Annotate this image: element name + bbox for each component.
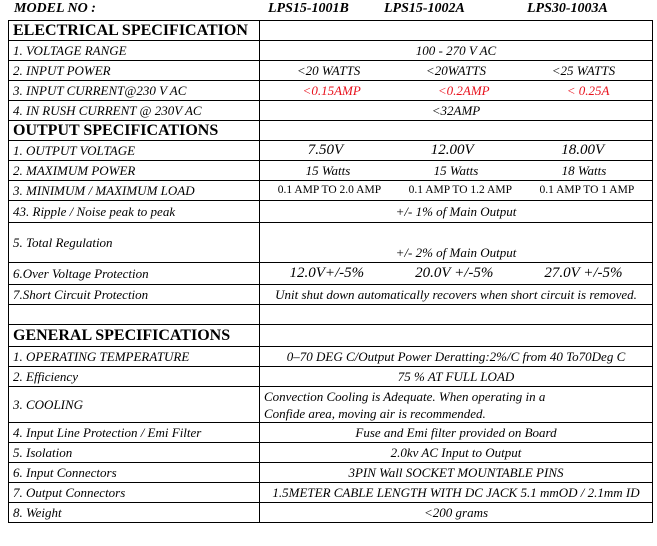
section-title: GENERAL SPECIFICATIONS bbox=[9, 325, 260, 347]
row-label: 4. Input Line Protection / Emi Filter bbox=[9, 423, 260, 443]
row-label: 43. Ripple / Noise peak to peak bbox=[9, 201, 260, 223]
model-header bbox=[0, 0, 657, 20]
value-cell: 18.00V bbox=[561, 142, 605, 158]
table-row bbox=[9, 483, 653, 503]
row-value: +/- 1% of Main Output bbox=[260, 201, 653, 223]
row-label: 7. Output Connectors bbox=[9, 483, 260, 503]
table-row bbox=[9, 201, 653, 223]
row-value: 0–70 DEG C/Output Power Deratting:2%/C from 40 To70Deg C bbox=[260, 347, 653, 367]
row-value: <200 grams bbox=[260, 503, 653, 523]
spacer-row bbox=[9, 305, 653, 325]
table-row bbox=[9, 263, 653, 285]
table-row bbox=[9, 387, 653, 423]
row-label: 3. COOLING bbox=[9, 387, 260, 423]
row-value: +/- 2% of Main Output bbox=[260, 223, 653, 263]
row-label: 1. VOLTAGE RANGE bbox=[9, 41, 260, 61]
value-cell: <0.15AMP bbox=[302, 83, 361, 98]
table-row bbox=[9, 181, 653, 201]
model-name: LPS30-1003A bbox=[527, 1, 608, 16]
table-row bbox=[9, 503, 653, 523]
row-value: 1.5METER CABLE LENGTH WITH DC JACK 5.1 mmOD / 2.1mm ID bbox=[260, 483, 653, 503]
value-cell: 20.0V +/-5% bbox=[415, 265, 494, 281]
table-row bbox=[9, 463, 653, 483]
table-row bbox=[9, 41, 653, 61]
value-cell: 0.1 AMP TO 1.2 AMP bbox=[408, 184, 512, 196]
value-cell: 15 Watts bbox=[433, 163, 479, 178]
value-cell: 27.0V +/-5% bbox=[544, 265, 623, 281]
row-label: 5. Total Regulation bbox=[9, 223, 260, 263]
table-row bbox=[9, 81, 653, 101]
value-cell: <20WATTS bbox=[425, 63, 487, 78]
table-row bbox=[9, 141, 653, 161]
section-header-output bbox=[9, 121, 653, 141]
table-row bbox=[9, 367, 653, 387]
row-label: 3. INPUT CURRENT@230 V AC bbox=[9, 81, 260, 101]
row-label: 2. MAXIMUM POWER bbox=[9, 161, 260, 181]
row-value: 3PIN Wall SOCKET MOUNTABLE PINS bbox=[260, 463, 653, 483]
spec-table bbox=[8, 20, 653, 523]
table-row bbox=[9, 161, 653, 181]
row-label: 6.Over Voltage Protection bbox=[9, 263, 260, 285]
row-value: 75 % AT FULL LOAD bbox=[260, 367, 653, 387]
model-name: LPS15-1002A bbox=[384, 1, 465, 16]
row-label: 8. Weight bbox=[9, 503, 260, 523]
table-row bbox=[9, 285, 653, 305]
table-row bbox=[9, 347, 653, 367]
value-cell: 0.1 AMP TO 1 AMP bbox=[539, 184, 635, 196]
row-label: 2. INPUT POWER bbox=[9, 61, 260, 81]
value-cell: 15 Watts bbox=[305, 163, 351, 178]
value-cell: 12.0V+/-5% bbox=[289, 265, 365, 281]
value-cell: 12.00V bbox=[430, 142, 474, 158]
row-label: 1. OUTPUT VOLTAGE bbox=[9, 141, 260, 161]
value-cell: <20 WATTS bbox=[296, 63, 361, 78]
model-label: MODEL NO : bbox=[14, 1, 96, 16]
table-row bbox=[9, 423, 653, 443]
section-title: ELECTRICAL SPECIFICATION bbox=[9, 21, 260, 41]
value-cell: <25 WATTS bbox=[551, 63, 616, 78]
row-value: Convection Cooling is Adequate. When operating in a bbox=[264, 388, 546, 404]
row-label: 1. OPERATING TEMPERATURE bbox=[9, 347, 260, 367]
row-label: 7.Short Circuit Protection bbox=[9, 285, 260, 305]
model-name: LPS15-1001B bbox=[268, 1, 349, 16]
row-label: 2. Efficiency bbox=[9, 367, 260, 387]
row-label: 3. MINIMUM / MAXIMUM LOAD bbox=[9, 181, 260, 201]
value-cell: 7.50V bbox=[307, 142, 344, 158]
row-label: 4. IN RUSH CURRENT @ 230V AC bbox=[9, 101, 260, 121]
table-row bbox=[9, 223, 653, 263]
section-header-electrical bbox=[9, 21, 653, 41]
row-value: 100 - 270 V AC bbox=[260, 41, 653, 61]
row-value: Fuse and Emi filter provided on Board bbox=[260, 423, 653, 443]
row-value: Unit shut down automatically recovers when short circuit is removed. bbox=[260, 285, 653, 305]
value-cell: 18 Watts bbox=[561, 163, 607, 178]
value-cell: < 0.25A bbox=[566, 83, 610, 98]
section-header-general bbox=[9, 325, 653, 347]
table-row bbox=[9, 443, 653, 463]
value-cell: <0.2AMP bbox=[437, 83, 490, 98]
value-cell: 0.1 AMP TO 2.0 AMP bbox=[277, 184, 382, 196]
row-label: 6. Input Connectors bbox=[9, 463, 260, 483]
table-row bbox=[9, 61, 653, 81]
table-row bbox=[9, 101, 653, 121]
row-value: <32AMP bbox=[260, 101, 653, 121]
row-label: 5. Isolation bbox=[9, 443, 260, 463]
row-value: 2.0kv AC Input to Output bbox=[260, 443, 653, 463]
section-title: OUTPUT SPECIFICATIONS bbox=[9, 121, 260, 141]
row-value: Confide area, moving air is recommended. bbox=[264, 405, 486, 421]
